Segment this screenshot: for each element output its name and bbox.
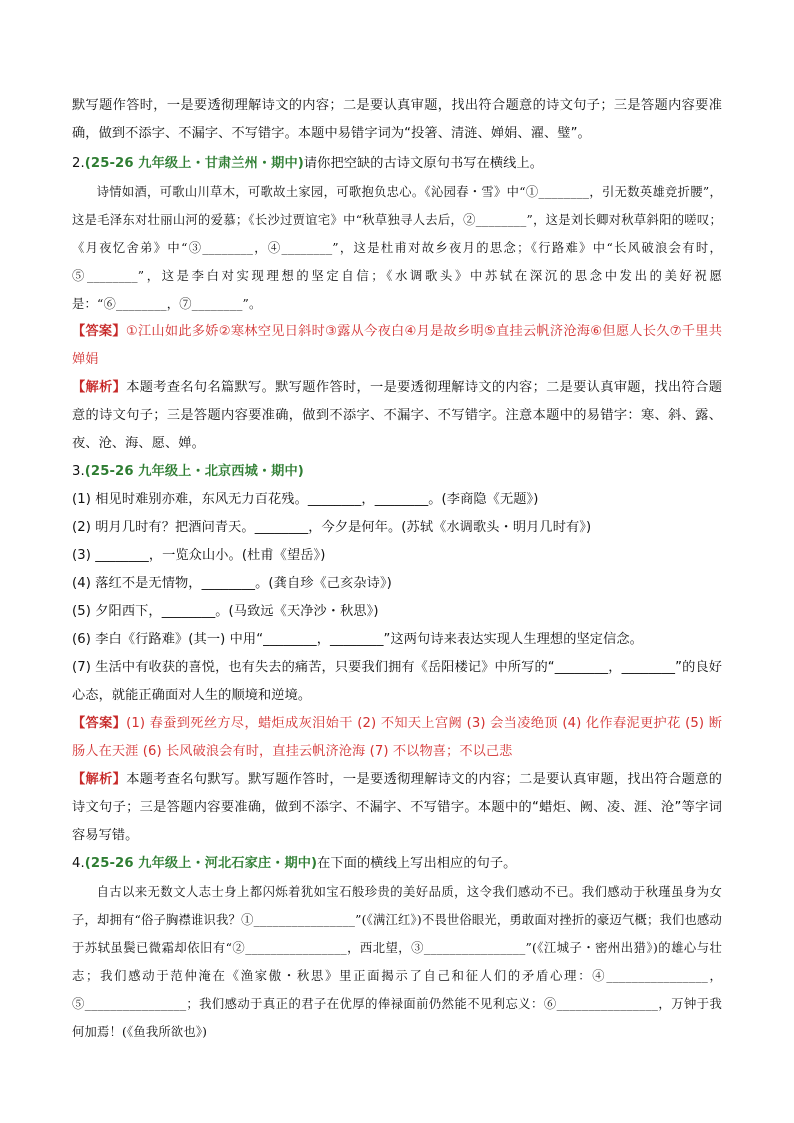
answer-label: 【答案】	[72, 716, 127, 731]
question-4-passage: 自古以来无数文人志士身上都闪烁着犹如宝石般珍贵的美好品质，这令我们感动不已。我们感动于秋瑾虽身为女子，却拥有“俗子胸襟谁识我？①________________”(《满江红》)不畏世俗眼光，勇敢面对挫折的豪迈气概；我们也感动于苏轼虽鬓已微霜却依旧有“②________________，西北望，③________________”(《江城子・密州出猎》)的雄心与壮志；我们感动于范仲淹在《渔家傲・秋思》里正面揭示了自己和征人们的矛盾心理：④________________，⑤________________；我们感动于真正的君子在优厚的俸禄面前仍然能不见利忘义：⑥________________，万钟于我何加焉！(《鱼我所欲也》)	[72, 885, 722, 1039]
q3-item-3: (3) ________，一览众山小。(杜甫《望岳》)	[72, 548, 326, 563]
q3-item-2: (2) 明月几时有？把酒问青天。________，今夕是何年。(苏轼《水调歌头・明月几时有》)	[72, 520, 592, 535]
q3-item-7: (7) 生活中有收获的喜悦，也有失去的痛苦，只要我们拥有《岳阳楼记》中所写的“________，________”的良好心态，就能正确面对人生的顺境和逆境。	[72, 660, 722, 703]
question-2-analysis	[72, 374, 722, 458]
q3-item-1: (1) 相见时难别亦难，东风无力百花残。________，________。(李商隐《无题》)	[72, 492, 539, 507]
answer-label: 【答案】	[72, 324, 126, 339]
q3-item-4: (4) 落红不是无情物，________。(龚自珍《己亥杂诗》)	[72, 576, 392, 591]
question-number: 2.	[72, 156, 85, 171]
question-source: (25-26 九年级上・河北石家庄・期中)	[84, 856, 318, 871]
question-number: 4.	[72, 856, 85, 871]
question-4-header	[72, 850, 722, 878]
q3-item-6: (6) 李白《行路难》(其一) 中用“________，________”这两句诗来表达实现人生理想的坚定信念。	[72, 632, 643, 647]
q3-item-5: (5) 夕阳西下，________。(马致远《天净沙・秋思》)	[72, 604, 379, 619]
analysis-text: 本题考查名句默写。默写题作答时，一是要透彻理解诗文的内容；二是要认真审题，找出符合题意的诗文句子；三是答题内容要准确，做到不添字、不漏字、不写错字。本题中的“蜡炬、阙、凌、涯、沧”等字词容易写错。	[72, 772, 722, 843]
question-number: 3.	[72, 464, 85, 479]
question-prompt: 请你把空缺的古诗文原句书写在横线上。	[303, 156, 544, 171]
analysis-text: 本题考查名句名篇默写。默写题作答时，一是要透彻理解诗文的内容；二是要认真审题，找出符合题意的诗文句子；三是答题内容要准确，做到不添字、不漏字、不写错字。注意本题中的易错字：寒、斜、露、夜、沧、海、愿、婵。	[72, 380, 722, 451]
question-3-header	[72, 458, 722, 486]
question-2-header	[72, 150, 722, 178]
question-3-answer	[72, 710, 722, 766]
question-prompt: 在下面的横线上写出相应的句子。	[317, 856, 517, 871]
question-2-passage: 诗情如酒，可歌山川草木，可歌故土家园，可歌抱负忠心。《沁园春・雪》中“①________，引无数英雄竞折腰”，这是毛泽东对壮丽山河的爱慕；《长沙过贾谊宅》中“秋草独寻人去后，②________”，这是刘长卿对秋草斜阳的嗟叹；《月夜忆舍弟》中“③________，④________”，这是杜甫对故乡夜月的思念；《行路难》中“长风破浪会有时，⑤________”，这是李白对实现理想的坚定自信；《水调歌头》中苏轼在深沉的思念中发出的美好祝愿是：“⑥________，⑦________”。	[72, 185, 722, 311]
document-page	[72, 92, 722, 1046]
question-2-answer	[72, 318, 722, 374]
answer-text: (1) 春蚕到死丝方尽，蜡炬成灰泪始干 (2) 不知天上宫阙 (3) 会当凌绝顶 (4) 化作春泥更护花 (5) 断肠人在天涯 (6) 长风破浪会有时，直挂云帆济沧海 (7) 不以物喜；不以己悲	[72, 716, 722, 759]
question-source: (25-26 九年级上・北京西城・期中)	[84, 464, 304, 479]
question-3-analysis	[72, 766, 722, 850]
analysis-label: 【解析】	[72, 380, 127, 395]
question-source: (25-26 九年级上・甘肃兰州・期中)	[84, 156, 304, 171]
analysis-label: 【解析】	[72, 772, 127, 787]
previous-analysis-text: 默写题作答时，一是要透彻理解诗文的内容；二是要认真审题，找出符合题意的诗文句子；三是答题内容要准确，做到不添字、不漏字、不写错字。本题中易错字词为“投箸、清涟、婵娟、濯、璧”。	[72, 98, 722, 141]
answer-text: ①江山如此多娇②寒林空见日斜时③露从今夜白④月是故乡明⑤直挂云帆济沧海⑥但愿人长久⑦千里共婵娟	[72, 324, 722, 367]
